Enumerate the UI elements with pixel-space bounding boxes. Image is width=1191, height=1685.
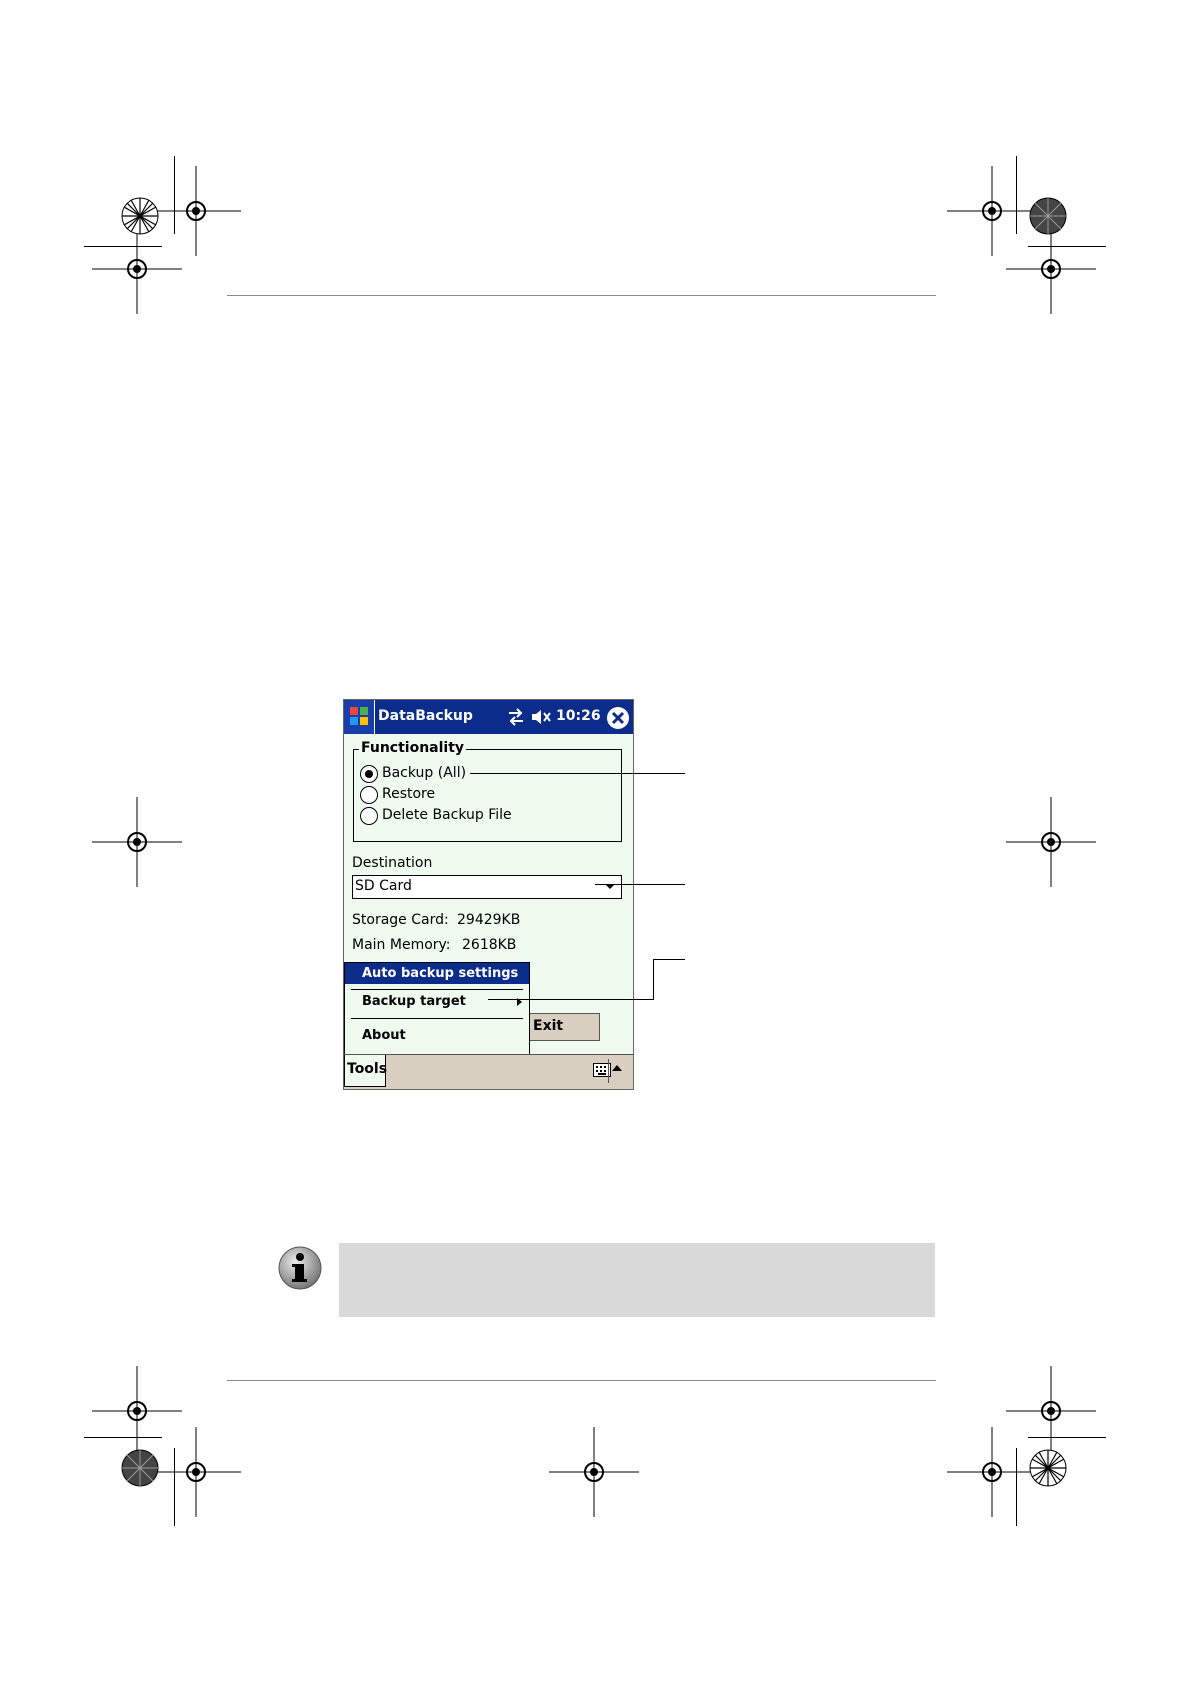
registration-mark-icon — [1006, 797, 1096, 887]
command-bar — [344, 1054, 633, 1090]
callout-line — [653, 959, 654, 1000]
tools-menu — [344, 962, 530, 1055]
crop-mark — [1016, 1448, 1017, 1526]
crop-mark — [84, 1437, 162, 1438]
clock[interactable]: 10:26 — [556, 708, 601, 724]
header-rule — [227, 295, 936, 296]
functionality-legend: Functionality — [361, 740, 465, 756]
callout-line — [595, 884, 685, 885]
main-memory-value: 2618KB — [462, 937, 517, 953]
destination-label: Destination — [352, 855, 433, 871]
windows-flag-icon — [344, 700, 374, 734]
crop-mark — [1028, 1437, 1106, 1438]
exit-label: Exit — [533, 1018, 564, 1034]
functionality-group — [353, 740, 622, 842]
menu-item-auto-backup-settings[interactable]: Auto backup settings — [362, 966, 519, 981]
connectivity-icon[interactable] — [507, 707, 525, 727]
color-wheel-icon — [1028, 196, 1068, 236]
color-wheel-icon — [1028, 1448, 1068, 1488]
sip-divider — [608, 1059, 609, 1083]
registration-mark-icon — [92, 224, 182, 314]
color-wheel-icon — [120, 196, 160, 236]
crop-mark — [1028, 246, 1106, 247]
info-icon — [277, 1245, 323, 1295]
registration-mark-icon — [947, 1427, 1037, 1517]
crop-mark — [174, 1448, 175, 1526]
menu-separator — [351, 1018, 523, 1019]
tools-label: Tools — [347, 1061, 388, 1077]
storage-card-label: Storage Card: — [352, 912, 449, 928]
radio-label[interactable]: Backup (All) — [382, 765, 467, 781]
note-box — [339, 1243, 935, 1317]
radio-label[interactable]: Delete Backup File — [382, 807, 512, 823]
crop-mark — [1016, 156, 1017, 234]
exit-button[interactable] — [528, 1013, 600, 1041]
title-bar — [344, 700, 633, 734]
radio-delete-backup[interactable] — [360, 807, 378, 825]
radio-restore[interactable] — [360, 786, 378, 804]
color-wheel-icon — [120, 1448, 160, 1488]
main-memory-label: Main Memory: — [352, 937, 451, 953]
footer-rule — [227, 1380, 936, 1381]
destination-select[interactable] — [352, 875, 622, 899]
callout-line — [470, 773, 685, 774]
crop-mark — [174, 156, 175, 234]
close-button[interactable] — [607, 707, 629, 729]
storage-card-value: 29429KB — [457, 912, 521, 928]
menu-item-backup-target[interactable]: Backup target — [362, 994, 466, 1009]
close-icon — [607, 707, 629, 729]
radio-backup-all[interactable] — [360, 765, 378, 783]
volume-muted-icon[interactable] — [530, 707, 552, 727]
pda-screenshot — [343, 699, 634, 1090]
start-button[interactable] — [344, 700, 375, 734]
registration-mark-icon — [92, 797, 182, 887]
crop-mark — [84, 246, 162, 247]
callout-line — [488, 999, 654, 1000]
registration-mark-icon — [549, 1427, 639, 1517]
registration-mark-icon — [1006, 224, 1096, 314]
menu-item-about[interactable]: About — [362, 1028, 406, 1043]
registration-mark-icon — [151, 1427, 241, 1517]
tools-menu-button[interactable] — [344, 1055, 386, 1087]
app-title: DataBackup — [378, 708, 473, 724]
radio-label[interactable]: Restore — [382, 786, 436, 802]
destination-value: SD Card — [355, 878, 412, 894]
callout-line — [653, 959, 685, 960]
sip-arrow-up-icon[interactable] — [612, 1065, 622, 1071]
menu-separator — [351, 989, 523, 990]
